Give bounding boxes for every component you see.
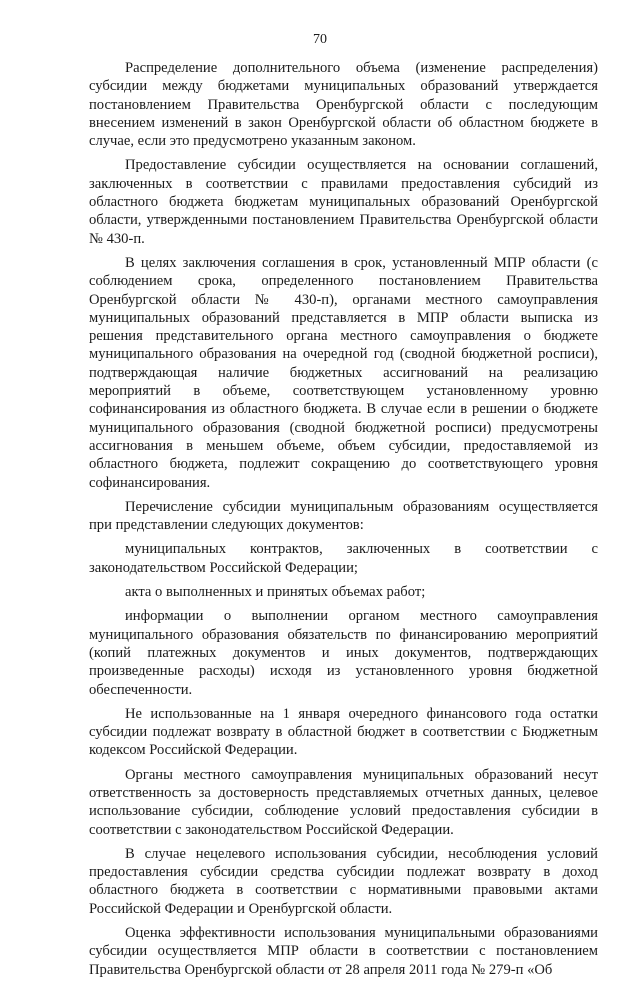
paragraph-11: Оценка эффективности использования муниципальными образованиями субсидии осуществляется МПР области в соответствии с постановлением Правительства Оренбургской области от 28 апреля 2011 года № 279-п «Об [89, 925, 598, 978]
paragraph-6: акта о выполненных и принятых объемах работ; [125, 584, 426, 601]
paragraph-1: Распределение дополнительного объема (изменение распределения) субсидии между бюджетами муниципальных образований утверждается постановлением Правительства Оренбургской области с последующим внесением изменений в закон Оренбургской области об областном бюджете в случае, если это предусмотрено указанным законом. [89, 60, 598, 150]
paragraph-4: Перечисление субсидии муниципальным образованиям осуществляется при представлении следующих документов: [89, 498, 598, 534]
paragraph-9: Органы местного самоуправления муниципальных образований несут ответственность за достоверность представляемых отчетных данных, целевое использование субсидии, соблюдение условий предоставления субсидии в соответствии с законодательством Российской Федерации. [89, 766, 598, 838]
paragraph-8: Не использованные на 1 января очередного финансового года остатки субсидии подлежат возврату в областной бюджет в соответствии с Бюджетным кодексом Российской Федерации. [89, 705, 598, 759]
page-number: 70 [313, 32, 327, 47]
paragraph-3: В целях заключения соглашения в срок, установленный МПР области (с соблюдением срока, определенного постановлением Правительства Оренбургской области № 430-п), органами местного самоуправления муниципальных образований представляется в МПР области выписка из решения представительного органа местного самоуправления о бюджете муниципального образования на очередной год (сводной бюджетной росписи), подтверждающая наличие бюджетных ассигнований на реализацию мероприятий в объеме, соответствующем установленному уровню софинансирования из областного бюджета. В случае если в решении о бюджете муниципального образования (сводной бюджетной росписи) предусмотрены ассигнования в меньшем объеме, объем субсидии, предоставляемой из областного бюджета, подлежит сокращению до соответствующего уровня софинансирования. [89, 254, 598, 491]
paragraph-5: муниципальных контрактов, заключенных в соответствии с законодательством Российской Федерации; [89, 541, 598, 576]
paragraph-10: В случае нецелевого использования субсидии, несоблюдения условий предоставления субсидии средства субсидии подлежат возврату в доход областного бюджета в соответствии с нормативными правовыми актами Российской Федерации и Оренбургской области. [89, 845, 598, 917]
paragraph-7: информации о выполнении органом местного самоуправления муниципального образования обязательств по финансированию мероприятий (копий платежных документов и иных документов, подтверждающих произведенные расходы) исходя из установленного уровня бюджетной обеспеченности. [89, 608, 598, 698]
document-body [89, 59, 598, 985]
paragraph-2: Предоставление субсидии осуществляется на основании соглашений, заключенных в соответствии с правилами предоставления субсидий из областного бюджета бюджетам муниципальных образований Оренбургской области, утвержденными постановлением Правительства Оренбургской области № 430-п. [89, 157, 598, 247]
